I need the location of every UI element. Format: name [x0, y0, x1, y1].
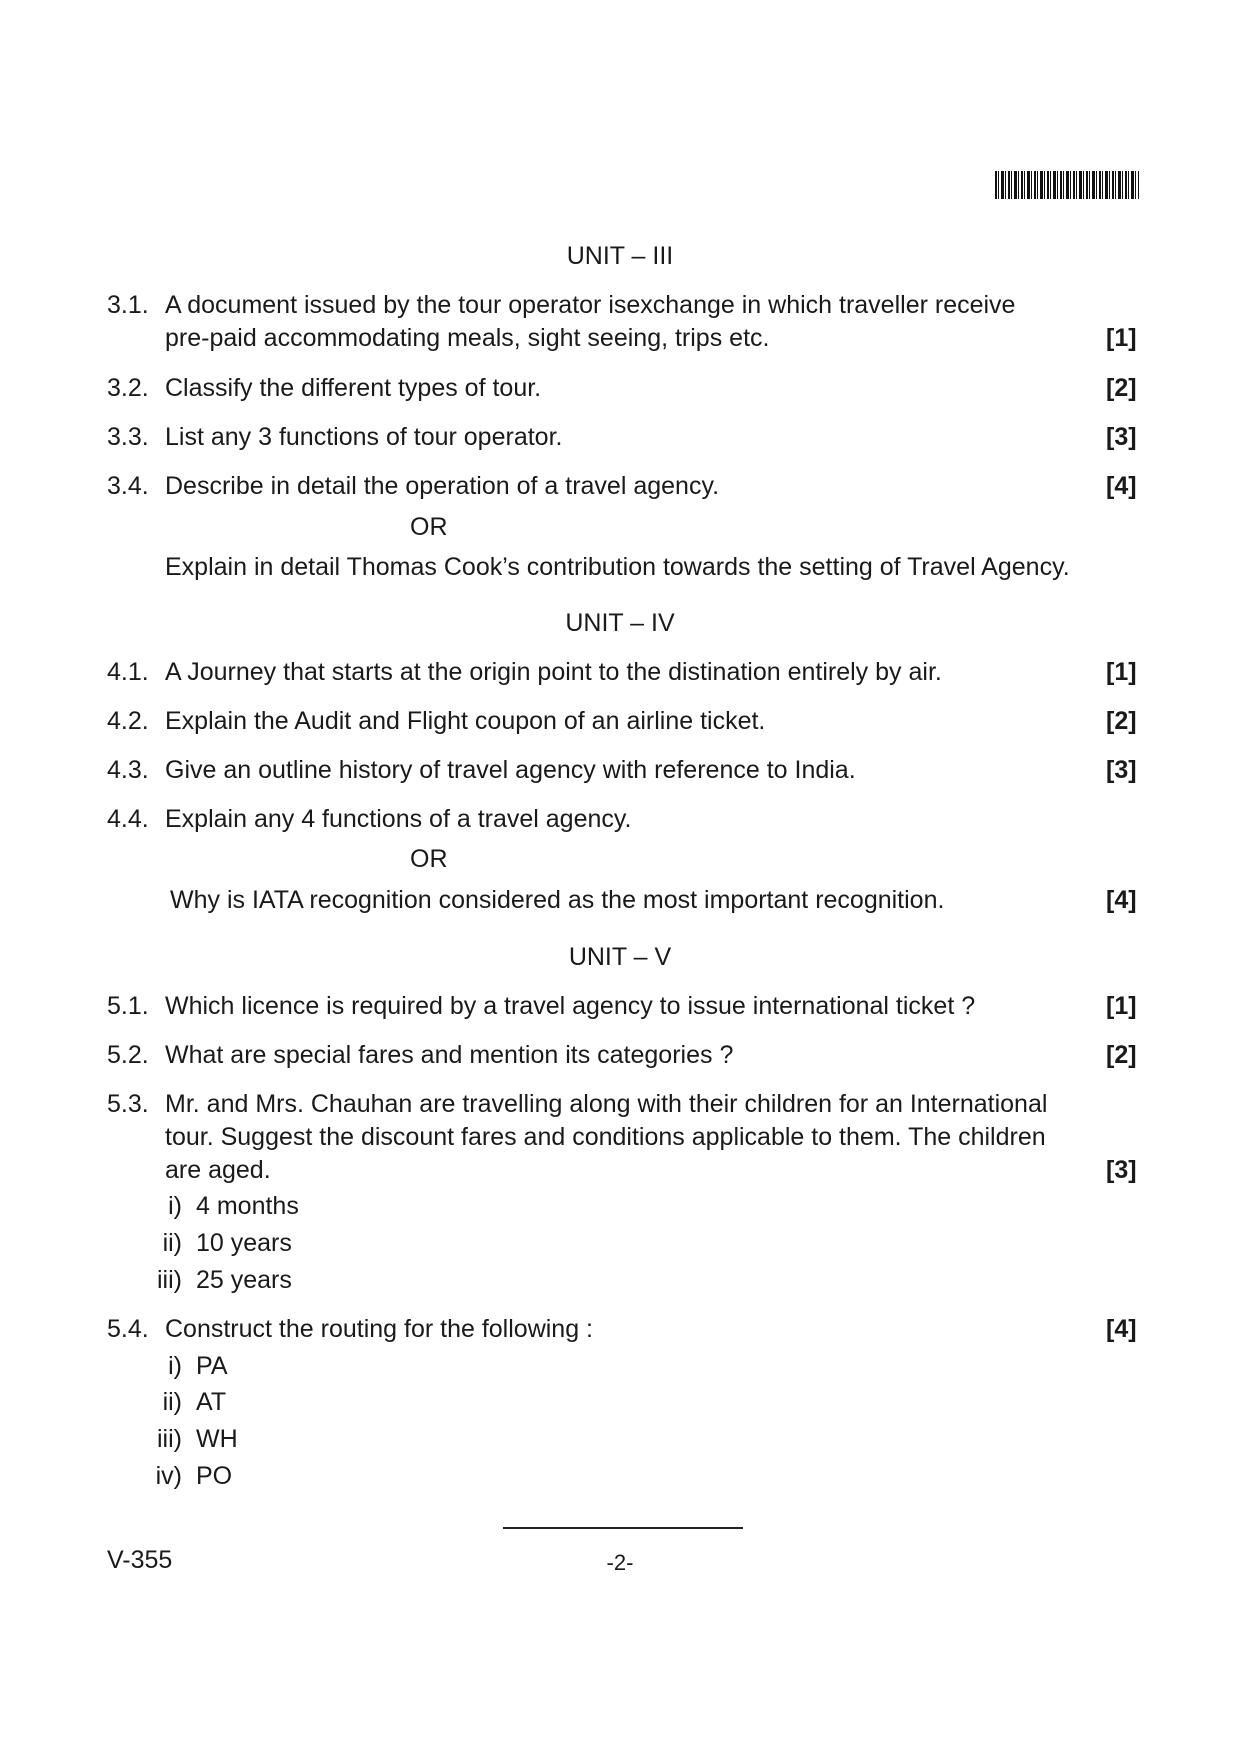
sub-item-label: iii)	[157, 1266, 182, 1294]
question-marks: [4]	[1106, 886, 1137, 914]
question-marks: [4]	[1106, 472, 1137, 500]
sub-item-label: i)	[168, 1352, 182, 1380]
sub-item-text: 10 years	[196, 1229, 292, 1257]
question-number: 5.1.	[107, 992, 149, 1020]
sub-item-label: i)	[168, 1192, 182, 1220]
end-rule	[503, 1527, 743, 1529]
question-number: 4.1.	[107, 658, 149, 686]
question-text: are aged.	[165, 1156, 271, 1184]
unit-title: UNIT – III	[566, 242, 674, 270]
question-text: Mr. and Mrs. Chauhan are travelling along with their children for an International	[165, 1090, 1048, 1118]
question-text: Describe in detail the operation of a travel agency.	[165, 472, 720, 500]
question-marks: [2]	[1106, 374, 1137, 402]
question-number: 4.2.	[107, 707, 149, 735]
question-number: 4.3.	[107, 756, 149, 784]
question-text: List any 3 functions of tour operator.	[165, 423, 563, 451]
sub-item-text: WH	[196, 1425, 238, 1453]
question-number: 3.1.	[107, 291, 149, 319]
question-number: 5.3.	[107, 1090, 149, 1118]
sub-item-text: AT	[196, 1388, 227, 1416]
question-marks: [3]	[1106, 756, 1137, 784]
sub-item-label: ii)	[162, 1388, 182, 1416]
alternative-question: Why is IATA recognition considered as the most important recognition.	[170, 886, 945, 914]
question-marks: [3]	[1106, 423, 1137, 451]
question-text: tour. Suggest the discount fares and conditions applicable to them. The children	[165, 1123, 1046, 1151]
paper-code: V-355	[107, 1546, 173, 1574]
sub-item-label: iii)	[157, 1425, 182, 1453]
question-text: A document issued by the tour operator isexchange in which traveller receive	[165, 291, 1016, 319]
question-number: 5.2.	[107, 1041, 149, 1069]
question-text: A Journey that starts at the origin point to the distination entirely by air.	[165, 658, 942, 686]
question-marks: [2]	[1106, 707, 1137, 735]
question-marks: [3]	[1106, 1156, 1137, 1184]
or-separator: OR	[410, 513, 448, 541]
question-marks: [1]	[1106, 658, 1137, 686]
sub-item-text: PA	[196, 1352, 228, 1380]
sub-item-text: 25 years	[196, 1266, 292, 1294]
question-text: What are special fares and mention its categories ?	[165, 1041, 734, 1069]
question-number: 3.2.	[107, 374, 149, 402]
question-text: Classify the different types of tour.	[165, 374, 542, 402]
unit-title: UNIT – IV	[565, 609, 675, 637]
question-text: Give an outline history of travel agency with reference to India.	[165, 756, 856, 784]
question-number: 3.4.	[107, 472, 149, 500]
question-number: 4.4.	[107, 805, 149, 833]
question-number: 5.4.	[107, 1315, 149, 1343]
question-marks: [1]	[1106, 992, 1137, 1020]
or-separator: OR	[410, 845, 448, 873]
unit-title: UNIT – V	[568, 943, 672, 971]
sub-item-text: 4 months	[196, 1192, 299, 1220]
alternative-question: Explain in detail Thomas Cook’s contribution towards the setting of Travel Agency.	[165, 553, 1070, 581]
question-text: Explain the Audit and Flight coupon of an airline ticket.	[165, 707, 766, 735]
question-marks: [1]	[1106, 324, 1137, 352]
question-text: Which licence is required by a travel agency to issue international ticket ?	[165, 992, 976, 1020]
question-number: 3.3.	[107, 423, 149, 451]
sub-item-text: PO	[196, 1462, 233, 1490]
question-marks: [4]	[1106, 1315, 1137, 1343]
sub-item-label: iv)	[155, 1462, 182, 1490]
sub-item-label: ii)	[162, 1229, 182, 1257]
page-number: -2-	[606, 1550, 634, 1575]
question-text: pre-paid accommodating meals, sight seeing, trips etc.	[165, 324, 770, 352]
question-marks: [2]	[1106, 1041, 1137, 1069]
barcode-icon	[995, 171, 1139, 199]
question-text: Explain any 4 functions of a travel agency.	[165, 805, 632, 833]
question-text: Construct the routing for the following :	[165, 1315, 594, 1343]
